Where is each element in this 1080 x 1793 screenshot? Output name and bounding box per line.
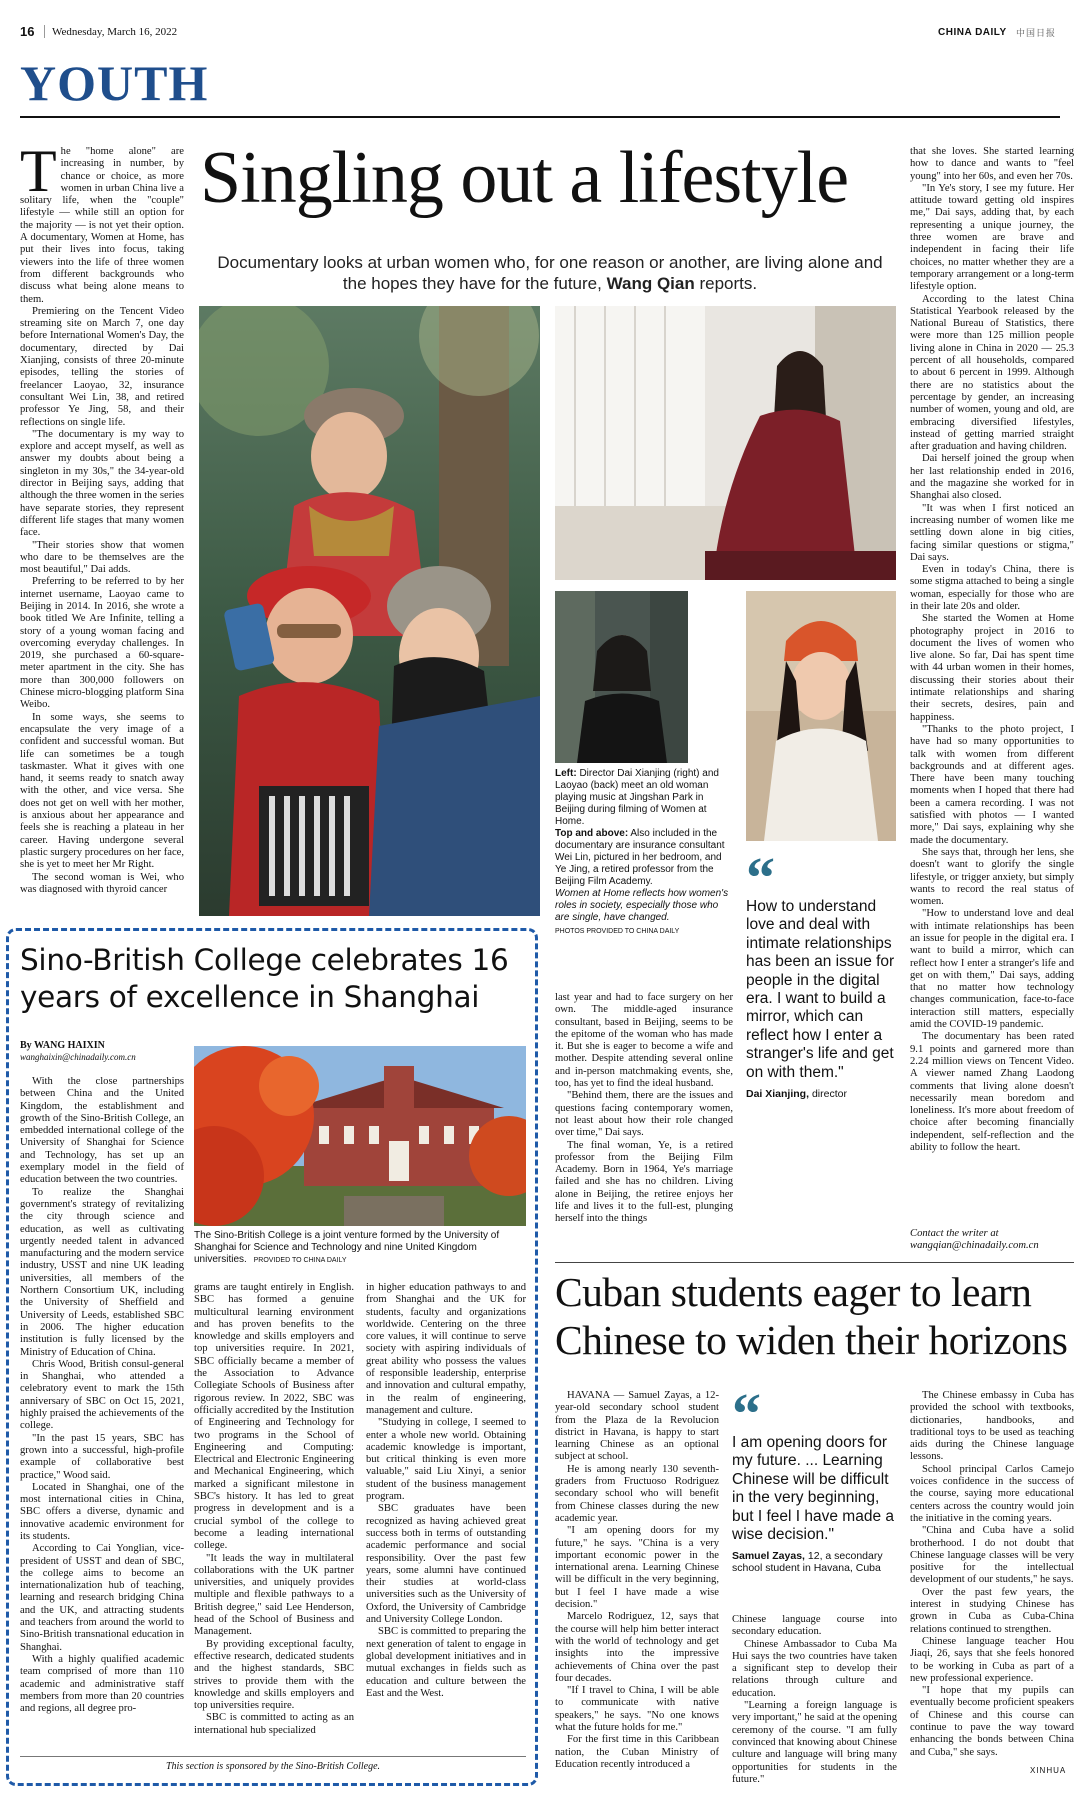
- dek-text: Documentary looks at urban women who, for one reason or another, are living alone and the hopes they have for the future,: [217, 253, 883, 293]
- paragraph: She started the Women at Home photography project in 2016 to document the lives of women who live alone. So far, Dai has spent time with 44 urban women in their homes, discussing their stories about their intimate relationships and sharing their secrets, desires, pain and happiness.: [910, 613, 1074, 723]
- paragraph: He is among nearly 130 seventh-graders from Fructuoso Rodriguez secondary school who will benefit from Chinese classes during the new academic year.: [555, 1463, 719, 1524]
- paper-name: CHINA DAILY: [938, 27, 1007, 38]
- contact-label: Contact the writer at: [910, 1228, 999, 1239]
- sponsored-email: wanghaixin@chinadaily.com.cn: [20, 1052, 136, 1062]
- paragraph: With a highly qualified academic team comprised of more than 110 academic and administrative staff members from more than 20 countries and regions, all degree pro-: [20, 1653, 184, 1715]
- paragraph: "In Ye's story, I see my future. Her attitude toward getting old inspires me," Dai says, adding that, by each representing a unique journey, the three women are brave and independent in facing their life choices, no matter whether they are a temporary arrangement or a long-term lifestyle option.: [910, 182, 1074, 293]
- photo-ye-jing: [746, 591, 896, 841]
- sponsored-footer: This section is sponsored by the Sino-British College.: [165, 1761, 381, 1772]
- paragraph: "How to understand love and deal with intimate relationships has been an issue for people in the digital era. I want to build a mirror, which can reflect how I enter a stranger's life and get on with them," Dai says, adding that no matter how technology changes communication, face-to-face interaction still matters, especially amid the COVID-19 pandemic.: [910, 908, 1074, 1031]
- paragraph: She says that, through her lens, she doesn't want to glorify the single lifestyle, or trigger anxiety, but simply wants to record the real status of women.: [910, 846, 1074, 908]
- cuba-pull-quote-role: 12, a secondary school student in Havana, Cuba: [732, 1550, 883, 1575]
- paragraph: Chinese Ambassador to Cuba Ma Hui says the two countries have taken a significant step to develop their relations through culture and education.: [732, 1638, 897, 1699]
- paragraph: The documentary has been rated 9.1 points and garnered more than 2.24 million views on Tencent Video. A viewer named Zhang Laodong comments that living alone doesn't necessarily mean boredom and loneliness. It's more about freedom of choice after becoming financially independent, self-reflection and the ability to follow the heart.: [910, 1031, 1074, 1154]
- paragraph: "Thanks to the photo project, I have had so many opportunities to talk with women from different backgrounds and at different ages. There have been many touching moments when I hoped that there had been a camera recording. I was not satisfied with photos — I wanted more," Dai says, explaining why she made the documentary.: [910, 723, 1074, 846]
- cuba-pull-quote-name: Samuel Zayas,: [732, 1550, 805, 1563]
- paragraph: "In the past 15 years, SBC has grown into a successful, high-profile example of collaborative best practice," Wood said.: [20, 1432, 184, 1481]
- paragraph: For the first time in this Caribbean nation, the Cuban Ministry of Education recently introduced a: [555, 1734, 719, 1770]
- paragraph: last year and had to face surgery on her own. The middle-aged insurance consultant, based in Beijing, seems to be the epitome of the woman who has made it. But she is eager to become a wife and mother. Despite attending several online and in-person matchmaking events, she, too, has yet to find the ideal husband.: [555, 992, 733, 1090]
- quote-icon: “: [746, 845, 775, 910]
- dek-author: Wang Qian: [606, 274, 695, 293]
- sponsored-caption-text: The Sino-British College is a joint venture formed by the University of Shanghai for Science and Technology and nine United Kingdom universities.: [194, 1230, 500, 1265]
- section-rule: [20, 116, 1060, 118]
- caption-left-text: Director Dai Xianjing (right) and Laoyao (back) meet an old woman playing music at Jingshan Park in Beijing during filming of Women at Home.: [555, 768, 719, 827]
- paragraph: With the close partnerships between China and the United Kingdom, the establishment and growth of the Sino-British College, an embedded international college of the University of Shanghai for Science and Technology, has set up an exemplary model in the field of education between the two countries.: [20, 1076, 184, 1186]
- paragraph: "Their stories show that women who dare to be themselves are the most beautiful," Dai adds.: [20, 539, 184, 576]
- main-dek: [210, 252, 890, 294]
- main-col-5: [910, 146, 1074, 1216]
- paragraph: HAVANA — Samuel Zayas, a 12-year-old secondary school student from the Plaza de la Revolucion district in Havana, is happy to start learning Chinese as an optional subject at school.: [555, 1390, 719, 1463]
- paragraph: SBC is committed to acting as an international hub specialized: [194, 1712, 354, 1736]
- paragraph: Over the past few years, the interest in studying Chinese has grown in Cuba as Cuba-China relations continued to strengthen.: [910, 1586, 1074, 1635]
- main-col-3: [555, 992, 733, 1256]
- paragraph: Chris Wood, British consul-general in Shanghai, who attended a celebratory event to mark the 15th anniversary of SBC on Oct 15, 2021, highly praised the achievements of the college.: [20, 1358, 184, 1432]
- paragraph: According to the latest China Statistical Yearbook released by the National Bureau of Statistics, there were more than 125 million people living alone in China in 2020 — 25.3 percent of all households, compared to about 6 percent in 1999. Although there are no statistics about the percentage by gender, an increasing number of women, young and old, are embracing diversified lifestyles, instead of getting married straight after graduation and having children.: [910, 293, 1074, 453]
- contact-block: [910, 1228, 1074, 1253]
- cuba-pull-quote-attribution: [732, 1550, 897, 1574]
- caption-left-label: Left:: [555, 768, 577, 779]
- main-pull-quote: [746, 845, 896, 1101]
- sponsored-caption: [194, 1230, 526, 1267]
- photo-bedroom: [555, 306, 896, 580]
- paragraph: grams are taught entirely in English. SBC has formed a genuine multicultural learning environment and has proven benefits to the knowledge and skills employers and top universities require. In 2021, SBC officially became a member of the Association to Advance Collegiate Schools of Business after rigorous review. In 2022, SBC was officially accredited by the Institution of Engineering and Technology for two programs in the School of Engineering and Computing: Electrical and Electronic Engineering and Mechanical Engineering, which marked a significant milestone in SBC's history. It has led to great progress in development and is a crucial symbol of the college to become a leading international college.: [194, 1282, 354, 1552]
- issue-date: Wednesday, March 16, 2022: [52, 26, 178, 38]
- sponsored-byline: By WANG HAIXIN: [20, 1040, 105, 1051]
- paragraph: Dai herself joined the group when her last relationship ended in 2016, and the magazine she worked for in Shanghai also closed.: [910, 453, 1074, 502]
- paragraph: Chinese language course into secondary education.: [732, 1614, 897, 1638]
- section-title: YOUTH: [20, 55, 209, 111]
- paragraph: "I hope that my pupils can eventually become proficient speakers of Chinese and this course can continue to pave the way toward enhancing the bonds between China and Cuba," she says.: [910, 1685, 1074, 1758]
- sponsored-credit: PROVIDED TO CHINA DAILY: [253, 1257, 347, 1264]
- sponsored-footer-rule: [20, 1756, 526, 1757]
- paragraph: Premiering on the Tencent Video streaming site on March 7, one day before International Women's Day, the documentary, directed by Dai Xianjing, consists of three 20-minute episodes, telling the stories of freelancer Laoyao, 32, insurance consultant Wei Lin, 38, and retired professor Ye Jing, 58, and their reflections on single life.: [20, 305, 184, 428]
- paragraph: The final woman, Ye, is a retired professor from the Beijing Film Academy. Born in 1964, Ye's marriage failed and she has no children. Living alone in Beijing, the retiree enjoys her life and lives it to the full-est, plunging herself into the things: [555, 1139, 733, 1225]
- caption-top-text: Also included in the documentary are insurance consultant Wei Lin, pictured in her bedroom, and Ye Jing, a retired professor from the Beijing Film Academy.: [555, 828, 725, 887]
- paper-name-cn: 中国日报: [1016, 29, 1057, 39]
- paragraph: in higher education pathways to and from Shanghai and the UK for students, faculty and organizations worldwide. Centering on the three core values, it will continue to serve society with aspiring individuals of great ability who possess the values of responsible leadership, enterprise and innovation and cultural empathy, in the realm of engineering, management and culture.: [366, 1282, 526, 1416]
- main-photo-caption: [555, 768, 733, 938]
- cuba-col-3: [910, 1390, 1074, 1762]
- cuba-headline: Cuban students eager to learn Chinese to widen their horizons: [555, 1269, 1068, 1363]
- paragraph: School principal Carlos Camejo voices confidence in the success of the course, saying more educational centers across the country would join the initiative in the coming years.: [910, 1463, 1074, 1524]
- paragraph: The Chinese embassy in Cuba has provided the school with textbooks, dictionaries, handbooks, and traditional toys to be used as teaching aids during the Chinese language lessons.: [910, 1390, 1074, 1463]
- caption-top-label: Top and above:: [555, 828, 629, 839]
- cuba-col-1: [555, 1390, 719, 1780]
- paragraph: In some ways, she seems to encapsulate the very image of a confident and successful woman. But life can sometimes be a tough taskmaster. What it gives with one hand, it seems ready to snatch away with the other, and vice versa. She does not get on well with her mother, is anxious about her appearance and feels she is reaching a plateau in her career. Having undergone several plastic surgery procedures on her face, she is yet to meet her Mr Right.: [20, 711, 184, 871]
- paragraph: SBC is committed to preparing the next generation of talent to engage in global development initiatives and in mutual exchanges in fields such as education and culture between the East and the West.: [366, 1626, 526, 1699]
- paragraph: he "home alone" are increasing in number, by chance or choice, as more women in urban China live a solitary life, when the "couple" lifestyle — while still an option for the majority — is not yet their option. A documentary, Women at Home, has put their lives into focus, taking viewers into the life of three women from different backgrounds who discuss what being alone means to them.: [20, 146, 184, 305]
- paragraph: According to Cai Yonglian, vice-president of USST and dean of SBC, the college aims to become an internationalization hub of teaching, learning and research bridging China and the UK, and attracting students and teachers from around the world to Sino-British transnational education in Shanghai.: [20, 1543, 184, 1653]
- paragraph: Preferring to be referred to by her internet username, Laoyao came to Beijing in 2014. In 2016, she wrote a book titled We Are Infinite, telling a story of a young woman facing and overcoming everyday challenges. In 2019, she purchased a 60-square-meter apartment in the city. She has more than 300,000 followers on Chinese micro-blogging platform Sina Weibo.: [20, 576, 184, 711]
- page-number: 16: [20, 24, 35, 39]
- sponsored-col-3: [366, 1282, 526, 1752]
- paragraph: "It was when I first noticed an increasing number of women like me settling down alone in big cities, facing similar questions or stigma," Dai says.: [910, 502, 1074, 563]
- contact-email: wangqian@chinadaily.com.cn: [910, 1240, 1039, 1252]
- sponsored-headline: Sino-British College celebrates 16 years of excellence in Shanghai: [20, 943, 509, 1014]
- paragraph: SBC graduates have been recognized as having achieved great success both in terms of outstanding academic performance and social responsibility. Over the past few years, some alumni have continued their studies at world-class universities such as the University of Oxford, the University of Cambridge and University College London.: [366, 1503, 526, 1626]
- paragraph: "Studying in college, I seemed to enter a whole new world. Obtaining academic knowledge is important, but critical thinking is even more valuable," said Liu Xinyi, a senior student of the business management program.: [366, 1417, 526, 1503]
- main-col-1: [20, 146, 184, 918]
- paragraph: "The documentary is my way to explore and accept myself, as well as answer my doubts about being a singleton in my 30s," the 34-year-old director in Beijing says, adding that although the three women in the series have separate stories, they represent different life stages that many women face.: [20, 428, 184, 539]
- quote-icon: “: [732, 1381, 761, 1446]
- paragraph: "It leads the way in multilateral collaborations with the UK partner universities, and uniquely provides multiple and flexible pathways to a British degree," said Lee Henderson, head of the School of Business and Management.: [194, 1552, 354, 1638]
- pull-quote-text: How to understand love and deal with intimate relationships has been an issue for people in the digital era. I want to build a mirror, which can reflect how I enter a stranger's life and get on with them.": [746, 898, 895, 1081]
- paragraph: By providing exceptional faculty, effective research, dedicated students and the highest standards, SBC strives to provide them with the knowledge and skills employers and top universities require.: [194, 1638, 354, 1712]
- sponsored-col-1: [20, 1076, 184, 1751]
- paragraph: "If I travel to China, I will be able to communicate with native speakers," he says. "No one knows what the future holds for me.": [555, 1685, 719, 1734]
- cuba-pull-quote: [732, 1381, 897, 1575]
- cuba-pull-quote-text: I am opening doors for my future. ... Learning Chinese will be difficult in the very beginning, but I feel I have made a wise decision.": [732, 1434, 894, 1544]
- sponsored-col-2: [194, 1282, 354, 1752]
- dek-reports: reports.: [699, 274, 758, 293]
- paragraph: that she loves. She started learning how to dance and wants to "feel young" into her 60s, and even her 70s.: [910, 146, 1074, 182]
- photo-college-building: [194, 1046, 526, 1226]
- paragraph: The second woman is Wei, who was diagnosed with thyroid cancer: [20, 871, 184, 895]
- paragraph: Located in Shanghai, one of the most international cities in China, SBC offers a diverse, dynamic and innovative academic environment for its students.: [20, 1481, 184, 1542]
- main-headline: Singling out a lifestyle: [200, 137, 849, 219]
- caption-extra-text: Women at Home reflects how women's roles in society, especially those who are single, have changed.: [555, 888, 729, 923]
- drop-cap: T: [20, 146, 57, 204]
- pull-quote-attribution: [746, 1088, 896, 1100]
- photo-park-selfie: [199, 306, 540, 916]
- paragraph: "Learning a foreign language is very important," he said at the opening ceremony of the course. "I am fully convinced that knowing about Chinese culture and language will bring many opportunities for students in the future.": [732, 1700, 897, 1784]
- cuba-col-2: [732, 1614, 897, 1784]
- cuba-top-rule: [555, 1262, 1074, 1263]
- photo-wei-lin: [555, 591, 688, 763]
- paragraph: "Behind them, there are the issues and questions facing contemporary women, not least about how their role changed over time," Dai says.: [555, 1090, 733, 1139]
- paragraph: Marcelo Rodriguez, 12, says that the course will help him better interact with the world of technology and get insights into the impressive achievements of China over the past four decades.: [555, 1611, 719, 1684]
- paragraph: Chinese language teacher Hou Jiaqi, 26, says that she feels honored to be working in Cuba as part of a new professional experience.: [910, 1635, 1074, 1684]
- pull-quote-role: director: [811, 1088, 847, 1101]
- pull-quote-name: Dai Xianjing,: [746, 1088, 810, 1101]
- paragraph: "I am opening doors for my future," he says. "China is a very important economic power in the international arena. Learning Chinese will be difficult in the very beginning, but I feel I have made a wise decision.": [555, 1525, 719, 1611]
- header-divider: [44, 25, 45, 38]
- paragraph: Even in today's China, there is some stigma attached to being a single woman, especially for those who are in their late 20s and older.: [910, 564, 1074, 612]
- photo-credit: PHOTOS PROVIDED TO CHINA DAILY: [555, 928, 680, 935]
- paragraph: To realize the Shanghai government's strategy of revitalizing the city through science and education, as well as cultivating urgently needed talent in advanced manufacturing and the modern service industry, USST and nine UK leading universities, all members of the Northern Consortium UK, including the University of Sheffield and University of Leeds, established SBC in 2006. The higher education institution is fully licensed by the Ministry of Education of China.: [20, 1186, 184, 1358]
- cuba-agency: XINHUA: [1030, 1766, 1067, 1775]
- paragraph: "China and Cuba have a solid brotherhood. I do not doubt that Chinese language classes will be very positive for the intellectual development of our students," he says.: [910, 1525, 1074, 1586]
